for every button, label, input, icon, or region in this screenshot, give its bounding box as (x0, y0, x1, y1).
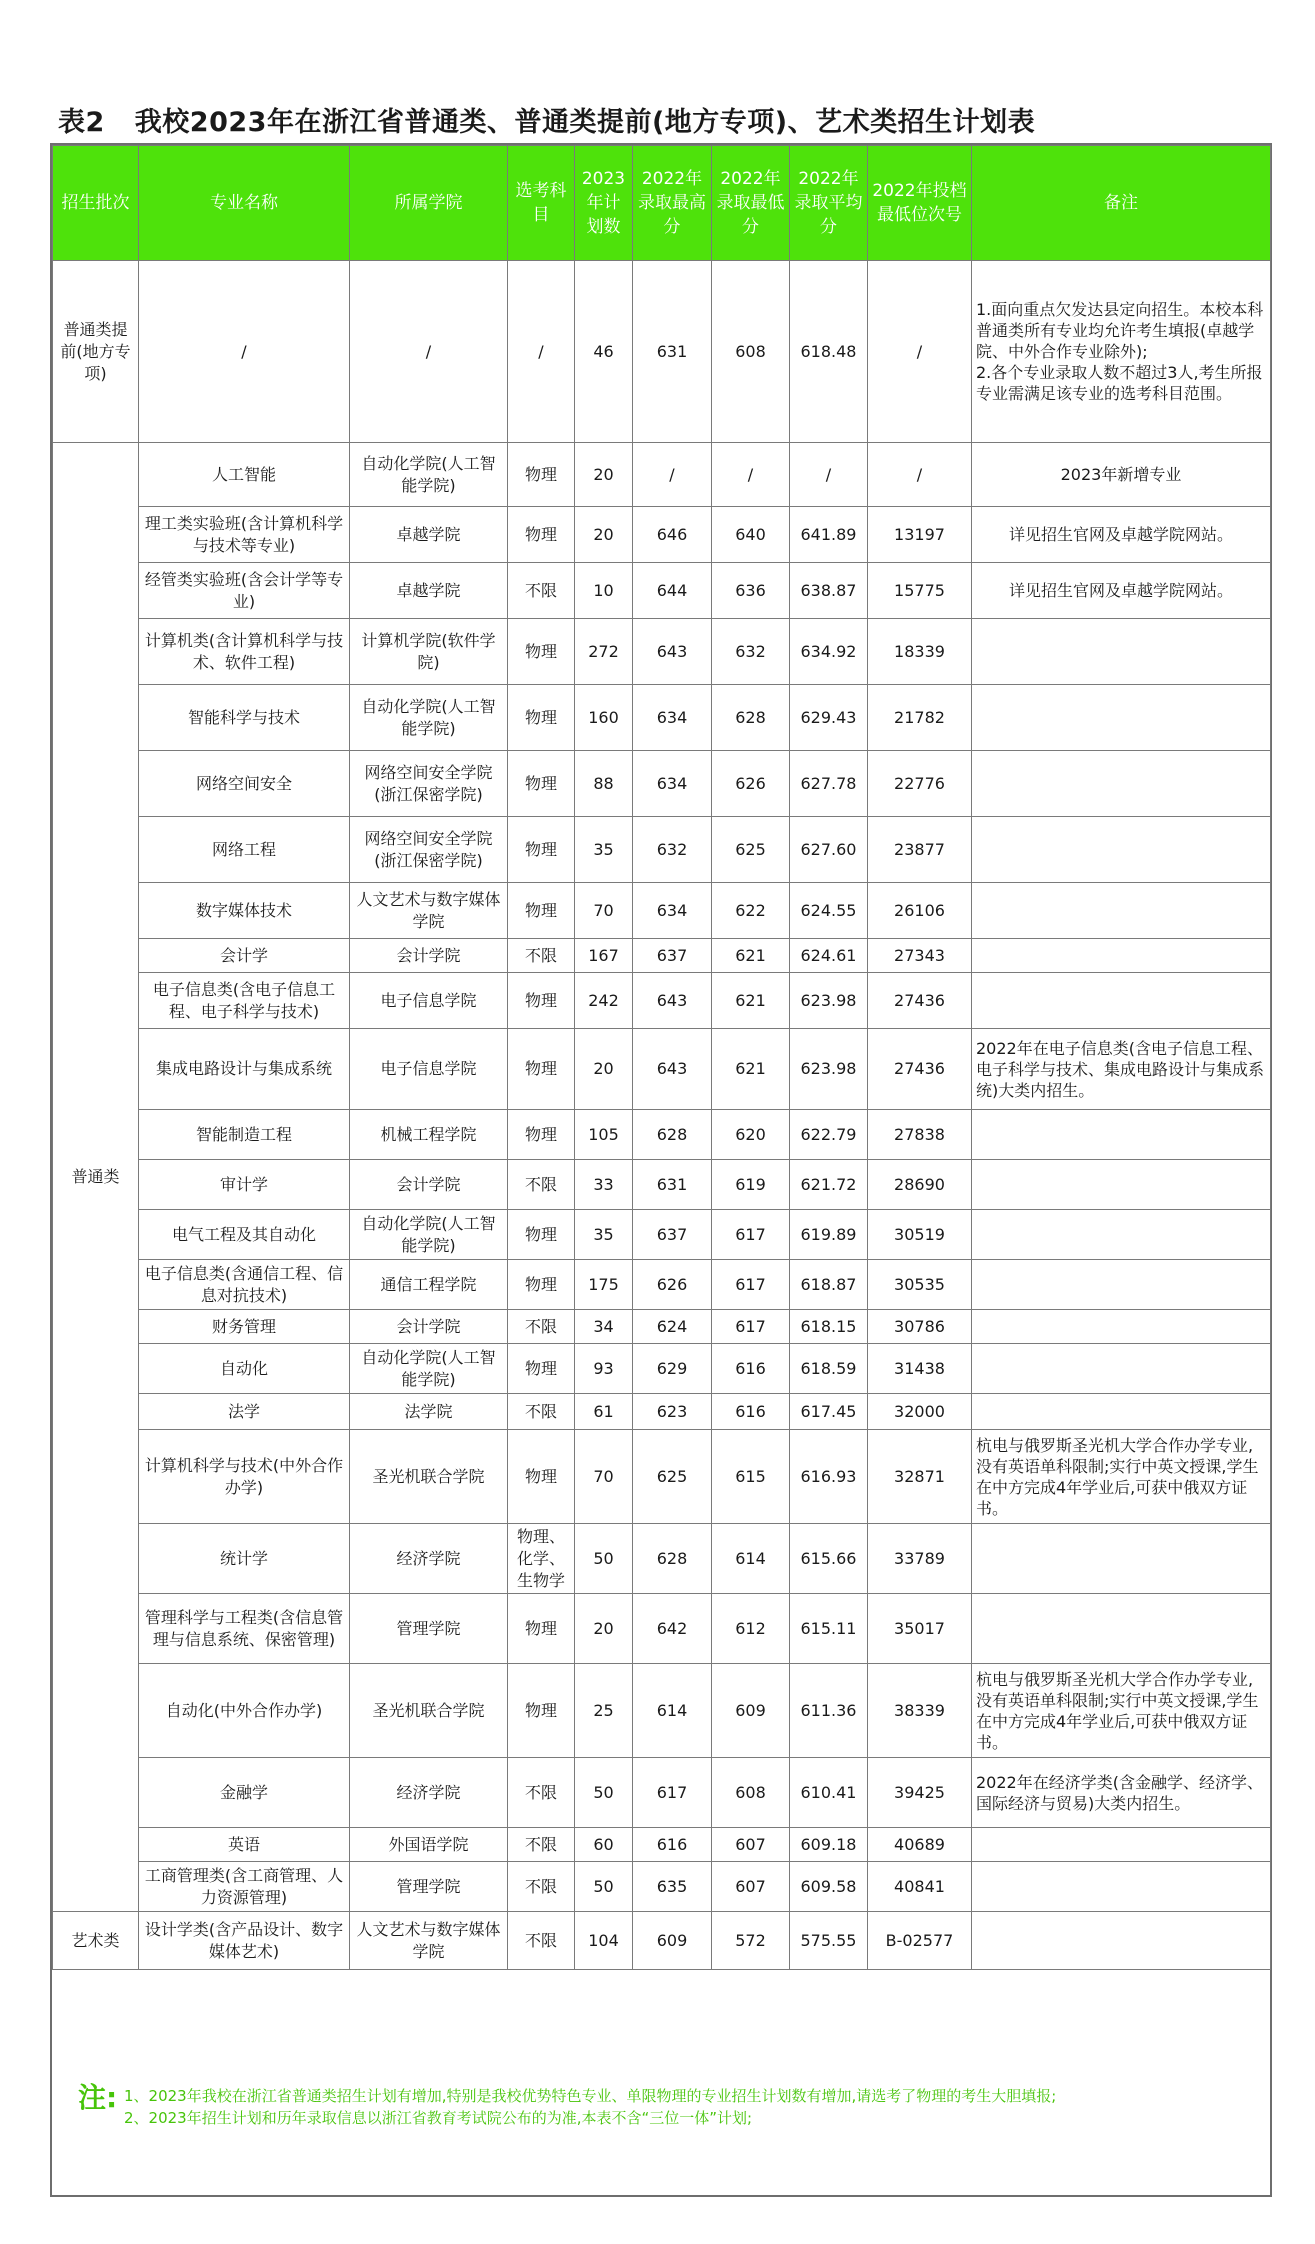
table-row (53, 1758, 1271, 1828)
cell-major: 审计学 (139, 1160, 350, 1210)
cell-college: 电子信息学院 (350, 973, 508, 1029)
enrollment-plan-table (52, 145, 1271, 1970)
cell-rank: 15775 (868, 563, 972, 619)
cell-college: 卓越学院 (350, 507, 508, 563)
cell-remark: 杭电与俄罗斯圣光机大学合作办学专业,没有英语单科限制;实行中英文授课,学生在中方完成4年学业后,可获中俄双方证书。 (972, 1664, 1271, 1758)
cell-college: 经济学院 (350, 1524, 508, 1594)
cell-plan: 60 (575, 1828, 633, 1862)
cell-avg: 641.89 (790, 507, 868, 563)
cell-subject: 物理 (508, 443, 575, 507)
cell-major: 自动化(中外合作办学) (139, 1664, 350, 1758)
table-row (53, 883, 1271, 939)
cell-max: 644 (633, 563, 712, 619)
table-row (53, 973, 1271, 1029)
cell-rank: 30786 (868, 1310, 972, 1344)
batch-regular: 普通类 (53, 443, 139, 1912)
cell-major: 智能科学与技术 (139, 685, 350, 751)
cell-plan: 35 (575, 817, 633, 883)
cell-remark (972, 939, 1271, 973)
cell-major: / (139, 261, 350, 443)
cell-min: 620 (712, 1110, 790, 1160)
cell-plan: 50 (575, 1862, 633, 1912)
table-row (53, 1430, 1271, 1524)
cell-college: 外国语学院 (350, 1828, 508, 1862)
cell-major: 数字媒体技术 (139, 883, 350, 939)
cell-subject: 物理 (508, 685, 575, 751)
cell-college: 计算机学院(软件学院) (350, 619, 508, 685)
cell-plan: 33 (575, 1160, 633, 1210)
cell-college: / (350, 261, 508, 443)
batch-art: 艺术类 (53, 1912, 139, 1970)
cell-plan: 20 (575, 507, 633, 563)
header-avg-score: 2022年录取平均分 (790, 146, 868, 261)
cell-subject: 不限 (508, 1758, 575, 1828)
cell-college: 会计学院 (350, 1310, 508, 1344)
cell-remark: 2022年在电子信息类(含电子信息工程、电子科学与技术、集成电路设计与集成系统)大类内招生。 (972, 1029, 1271, 1110)
cell-rank: 40841 (868, 1862, 972, 1912)
cell-college: 通信工程学院 (350, 1260, 508, 1310)
header-subject: 选考科目 (508, 146, 575, 261)
cell-subject: 物理 (508, 619, 575, 685)
cell-rank: 39425 (868, 1758, 972, 1828)
cell-max: 623 (633, 1394, 712, 1430)
cell-college: 管理学院 (350, 1862, 508, 1912)
cell-major: 工商管理类(含工商管理、人力资源管理) (139, 1862, 350, 1912)
cell-subject: 不限 (508, 563, 575, 619)
cell-min: 626 (712, 751, 790, 817)
cell-min: 617 (712, 1310, 790, 1344)
header-college: 所属学院 (350, 146, 508, 261)
cell-avg: 609.18 (790, 1828, 868, 1862)
cell-plan: 35 (575, 1210, 633, 1260)
cell-college: 圣光机联合学院 (350, 1664, 508, 1758)
cell-min: 622 (712, 883, 790, 939)
cell-min: 640 (712, 507, 790, 563)
cell-max: 628 (633, 1524, 712, 1594)
table-row (53, 1210, 1271, 1260)
cell-subject: 物理 (508, 883, 575, 939)
cell-avg: 618.15 (790, 1310, 868, 1344)
cell-remark (972, 1912, 1271, 1970)
cell-max: 617 (633, 1758, 712, 1828)
cell-avg: 623.98 (790, 973, 868, 1029)
cell-avg: 621.72 (790, 1160, 868, 1210)
cell-remark: 2022年在经济学类(含金融学、经济学、国际经济与贸易)大类内招生。 (972, 1758, 1271, 1828)
cell-remark (972, 619, 1271, 685)
cell-major: 自动化 (139, 1344, 350, 1394)
cell-rank: 18339 (868, 619, 972, 685)
cell-max: 637 (633, 939, 712, 973)
cell-remark: 2023年新增专业 (972, 443, 1271, 507)
cell-major: 统计学 (139, 1524, 350, 1594)
cell-rank: 23877 (868, 817, 972, 883)
cell-major: 理工类实验班(含计算机科学与技术等专业) (139, 507, 350, 563)
cell-avg: / (790, 443, 868, 507)
cell-min: 636 (712, 563, 790, 619)
cell-max: 614 (633, 1664, 712, 1758)
cell-subject: 物理 (508, 1430, 575, 1524)
cell-major: 会计学 (139, 939, 350, 973)
cell-avg: 623.98 (790, 1029, 868, 1110)
cell-major: 管理科学与工程类(含信息管理与信息系统、保密管理) (139, 1594, 350, 1664)
cell-remark (972, 1524, 1271, 1594)
notes (78, 2081, 1057, 2129)
cell-rank: B-02577 (868, 1912, 972, 1970)
cell-avg: 627.60 (790, 817, 868, 883)
table-row (53, 817, 1271, 883)
cell-plan: 10 (575, 563, 633, 619)
cell-subject: 物理、化学、生物学 (508, 1524, 575, 1594)
header-plan: 2023年计划数 (575, 146, 633, 261)
batch-advance: 普通类提前(地方专项) (53, 261, 139, 443)
cell-college: 圣光机联合学院 (350, 1430, 508, 1524)
cell-min: 616 (712, 1344, 790, 1394)
cell-max: 634 (633, 751, 712, 817)
cell-plan: 34 (575, 1310, 633, 1344)
cell-rank: 13197 (868, 507, 972, 563)
cell-college: 网络空间安全学院(浙江保密学院) (350, 817, 508, 883)
cell-max: / (633, 443, 712, 507)
cell-min: 617 (712, 1260, 790, 1310)
cell-subject: 不限 (508, 1394, 575, 1430)
cell-max: 643 (633, 1029, 712, 1110)
cell-subject: 物理 (508, 973, 575, 1029)
cell-remark (972, 1110, 1271, 1160)
cell-min: 617 (712, 1210, 790, 1260)
note-line-2: 2、2023年招生计划和历年录取信息以浙江省教育考试院公布的为准,本表不含“三位一体”计划; (124, 2109, 753, 2127)
cell-plan: 20 (575, 1594, 633, 1664)
cell-college: 网络空间安全学院(浙江保密学院) (350, 751, 508, 817)
cell-remark: 详见招生官网及卓越学院网站。 (972, 563, 1271, 619)
cell-subject: 不限 (508, 1310, 575, 1344)
cell-remark (972, 1310, 1271, 1344)
cell-rank: 22776 (868, 751, 972, 817)
cell-plan: 105 (575, 1110, 633, 1160)
table-header-row (53, 146, 1271, 261)
plan-table-frame (50, 143, 1272, 2197)
cell-subject: 不限 (508, 1828, 575, 1862)
cell-plan: 20 (575, 1029, 633, 1110)
table-row (53, 1029, 1271, 1110)
cell-plan: 88 (575, 751, 633, 817)
table-row (53, 1394, 1271, 1430)
cell-college: 机械工程学院 (350, 1110, 508, 1160)
cell-rank: / (868, 443, 972, 507)
cell-major: 财务管理 (139, 1310, 350, 1344)
cell-max: 628 (633, 1110, 712, 1160)
table-row (53, 1260, 1271, 1310)
cell-avg: 610.41 (790, 1758, 868, 1828)
cell-max: 624 (633, 1310, 712, 1344)
cell-subject: 物理 (508, 507, 575, 563)
cell-subject: 物理 (508, 1110, 575, 1160)
cell-min: 609 (712, 1664, 790, 1758)
cell-max: 643 (633, 973, 712, 1029)
cell-subject: 不限 (508, 939, 575, 973)
cell-plan: 20 (575, 443, 633, 507)
cell-subject: / (508, 261, 575, 443)
cell-rank: 35017 (868, 1594, 972, 1664)
cell-max: 637 (633, 1210, 712, 1260)
cell-max: 626 (633, 1260, 712, 1310)
table-row (53, 1862, 1271, 1912)
cell-avg: 629.43 (790, 685, 868, 751)
cell-subject: 物理 (508, 817, 575, 883)
cell-major: 计算机科学与技术(中外合作办学) (139, 1430, 350, 1524)
cell-max: 625 (633, 1430, 712, 1524)
cell-major: 集成电路设计与集成系统 (139, 1029, 350, 1110)
table-row-art (53, 1912, 1271, 1970)
cell-min: 616 (712, 1394, 790, 1430)
table-row (53, 1524, 1271, 1594)
header-major: 专业名称 (139, 146, 350, 261)
cell-max: 643 (633, 619, 712, 685)
table-row (53, 1594, 1271, 1664)
table-row (53, 939, 1271, 973)
cell-remark (972, 1862, 1271, 1912)
cell-subject: 物理 (508, 1664, 575, 1758)
cell-remark (972, 817, 1271, 883)
cell-remark (972, 973, 1271, 1029)
table-row (53, 443, 1271, 507)
cell-min: 607 (712, 1862, 790, 1912)
cell-plan: 175 (575, 1260, 633, 1310)
cell-major: 经管类实验班(含会计学等专业) (139, 563, 350, 619)
cell-avg: 575.55 (790, 1912, 868, 1970)
table-row (53, 619, 1271, 685)
cell-major: 智能制造工程 (139, 1110, 350, 1160)
header-min-score: 2022年录取最低分 (712, 146, 790, 261)
cell-plan: 70 (575, 883, 633, 939)
cell-rank: 38339 (868, 1664, 972, 1758)
table-body (53, 261, 1271, 1970)
cell-remark (972, 1828, 1271, 1862)
cell-major: 电气工程及其自动化 (139, 1210, 350, 1260)
cell-plan: 61 (575, 1394, 633, 1430)
cell-rank: 32871 (868, 1430, 972, 1524)
cell-min: 621 (712, 1029, 790, 1110)
cell-avg: 634.92 (790, 619, 868, 685)
cell-major: 网络空间安全 (139, 751, 350, 817)
cell-min: 612 (712, 1594, 790, 1664)
cell-rank: 33789 (868, 1524, 972, 1594)
cell-subject: 物理 (508, 1260, 575, 1310)
cell-avg: 611.36 (790, 1664, 868, 1758)
cell-remark (972, 1594, 1271, 1664)
cell-remark (972, 1344, 1271, 1394)
table-row (53, 563, 1271, 619)
cell-subject: 不限 (508, 1862, 575, 1912)
cell-major: 法学 (139, 1394, 350, 1430)
cell-avg: 618.87 (790, 1260, 868, 1310)
cell-remark (972, 685, 1271, 751)
cell-rank: 27436 (868, 1029, 972, 1110)
cell-plan: 50 (575, 1524, 633, 1594)
table-row (53, 1310, 1271, 1344)
header-min-rank: 2022年投档最低位次号 (868, 146, 972, 261)
note-line-1: 1、2023年我校在浙江省普通类招生计划有增加,特别是我校优势特色专业、单限物理的专业招生计划数有增加,请选考了物理的考生大胆填报; (124, 2087, 1057, 2105)
cell-major: 电子信息类(含通信工程、信息对抗技术) (139, 1260, 350, 1310)
cell-major: 计算机类(含计算机科学与技术、软件工程) (139, 619, 350, 685)
cell-remark (972, 1260, 1271, 1310)
cell-remark: 1.面向重点欠发达县定向招生。本校本科普通类所有专业均允许考生填报(卓越学院、中外合作专业除外); 2.各个专业录取人数不超过3人,考生所报专业需满足该专业的选考科目范围。 (972, 261, 1271, 443)
cell-min: 614 (712, 1524, 790, 1594)
cell-remark: 杭电与俄罗斯圣光机大学合作办学专业,没有英语单科限制;实行中英文授课,学生在中方完成4年学业后,可获中俄双方证书。 (972, 1430, 1271, 1524)
cell-remark (972, 1394, 1271, 1430)
cell-plan: 25 (575, 1664, 633, 1758)
header-batch: 招生批次 (53, 146, 139, 261)
cell-major: 设计学类(含产品设计、数字媒体艺术) (139, 1912, 350, 1970)
cell-major: 英语 (139, 1828, 350, 1862)
table-row (53, 1110, 1271, 1160)
cell-avg: 615.66 (790, 1524, 868, 1594)
cell-avg: 624.55 (790, 883, 868, 939)
cell-max: 631 (633, 261, 712, 443)
cell-college: 经济学院 (350, 1758, 508, 1828)
cell-max: 632 (633, 817, 712, 883)
table-row (53, 1160, 1271, 1210)
cell-min: 572 (712, 1912, 790, 1970)
cell-remark (972, 751, 1271, 817)
cell-college: 电子信息学院 (350, 1029, 508, 1110)
cell-avg: 616.93 (790, 1430, 868, 1524)
cell-max: 634 (633, 685, 712, 751)
cell-college: 法学院 (350, 1394, 508, 1430)
cell-college: 人文艺术与数字媒体学院 (350, 883, 508, 939)
cell-rank: 40689 (868, 1828, 972, 1862)
cell-rank: 27343 (868, 939, 972, 973)
note-label: 注: (78, 2081, 118, 2114)
cell-min: 628 (712, 685, 790, 751)
cell-plan: 167 (575, 939, 633, 973)
cell-rank: 26106 (868, 883, 972, 939)
cell-plan: 272 (575, 619, 633, 685)
cell-min: 615 (712, 1430, 790, 1524)
cell-max: 631 (633, 1160, 712, 1210)
cell-subject: 物理 (508, 1344, 575, 1394)
cell-plan: 93 (575, 1344, 633, 1394)
cell-avg: 618.59 (790, 1344, 868, 1394)
table-row (53, 507, 1271, 563)
cell-avg: 617.45 (790, 1394, 868, 1430)
header-max-score: 2022年录取最高分 (633, 146, 712, 261)
cell-avg: 627.78 (790, 751, 868, 817)
page-title (58, 100, 1035, 139)
cell-min: 621 (712, 973, 790, 1029)
cell-plan: 160 (575, 685, 633, 751)
cell-min: 619 (712, 1160, 790, 1210)
cell-max: 616 (633, 1828, 712, 1862)
cell-subject: 物理 (508, 1210, 575, 1260)
cell-max: 642 (633, 1594, 712, 1664)
table-row (53, 1664, 1271, 1758)
cell-avg: 624.61 (790, 939, 868, 973)
cell-rank: 27436 (868, 973, 972, 1029)
table-row-advance (53, 261, 1271, 443)
cell-plan: 242 (575, 973, 633, 1029)
table-row (53, 1344, 1271, 1394)
header-remark: 备注 (972, 146, 1271, 261)
cell-remark: 详见招生官网及卓越学院网站。 (972, 507, 1271, 563)
cell-avg: 619.89 (790, 1210, 868, 1260)
cell-subject: 不限 (508, 1912, 575, 1970)
table-row (53, 751, 1271, 817)
cell-subject: 物理 (508, 1594, 575, 1664)
cell-rank: 30519 (868, 1210, 972, 1260)
cell-avg: 618.48 (790, 261, 868, 443)
cell-avg: 622.79 (790, 1110, 868, 1160)
cell-min: 632 (712, 619, 790, 685)
cell-rank: 31438 (868, 1344, 972, 1394)
cell-min: 608 (712, 261, 790, 443)
cell-rank: 21782 (868, 685, 972, 751)
table-row (53, 685, 1271, 751)
cell-college: 自动化学院(人工智能学院) (350, 443, 508, 507)
cell-remark (972, 883, 1271, 939)
title-text: 我校2023年在浙江省普通类、普通类提前(地方专项)、艺术类招生计划表 (134, 107, 1036, 138)
cell-college: 会计学院 (350, 1160, 508, 1210)
cell-subject: 物理 (508, 751, 575, 817)
cell-college: 自动化学院(人工智能学院) (350, 1344, 508, 1394)
cell-college: 自动化学院(人工智能学院) (350, 1210, 508, 1260)
cell-major: 电子信息类(含电子信息工程、电子科学与技术) (139, 973, 350, 1029)
cell-major: 金融学 (139, 1758, 350, 1828)
cell-plan: 70 (575, 1430, 633, 1524)
cell-college: 会计学院 (350, 939, 508, 973)
cell-min: / (712, 443, 790, 507)
cell-college: 自动化学院(人工智能学院) (350, 685, 508, 751)
cell-max: 634 (633, 883, 712, 939)
cell-plan: 46 (575, 261, 633, 443)
cell-college: 人文艺术与数字媒体学院 (350, 1912, 508, 1970)
cell-major: 网络工程 (139, 817, 350, 883)
cell-rank: 32000 (868, 1394, 972, 1430)
cell-avg: 638.87 (790, 563, 868, 619)
cell-subject: 物理 (508, 1029, 575, 1110)
cell-min: 621 (712, 939, 790, 973)
cell-min: 607 (712, 1828, 790, 1862)
cell-max: 609 (633, 1912, 712, 1970)
cell-subject: 不限 (508, 1160, 575, 1210)
cell-avg: 615.11 (790, 1594, 868, 1664)
cell-min: 625 (712, 817, 790, 883)
cell-rank: 28690 (868, 1160, 972, 1210)
cell-avg: 609.58 (790, 1862, 868, 1912)
cell-remark (972, 1160, 1271, 1210)
cell-college: 卓越学院 (350, 563, 508, 619)
table-row (53, 1828, 1271, 1862)
cell-rank: / (868, 261, 972, 443)
cell-plan: 50 (575, 1758, 633, 1828)
cell-max: 646 (633, 507, 712, 563)
cell-max: 635 (633, 1862, 712, 1912)
cell-rank: 30535 (868, 1260, 972, 1310)
cell-rank: 27838 (868, 1110, 972, 1160)
cell-plan: 104 (575, 1912, 633, 1970)
cell-min: 608 (712, 1758, 790, 1828)
cell-major: 人工智能 (139, 443, 350, 507)
cell-max: 629 (633, 1344, 712, 1394)
cell-college: 管理学院 (350, 1594, 508, 1664)
cell-remark (972, 1210, 1271, 1260)
table-number: 表2 (58, 107, 105, 138)
